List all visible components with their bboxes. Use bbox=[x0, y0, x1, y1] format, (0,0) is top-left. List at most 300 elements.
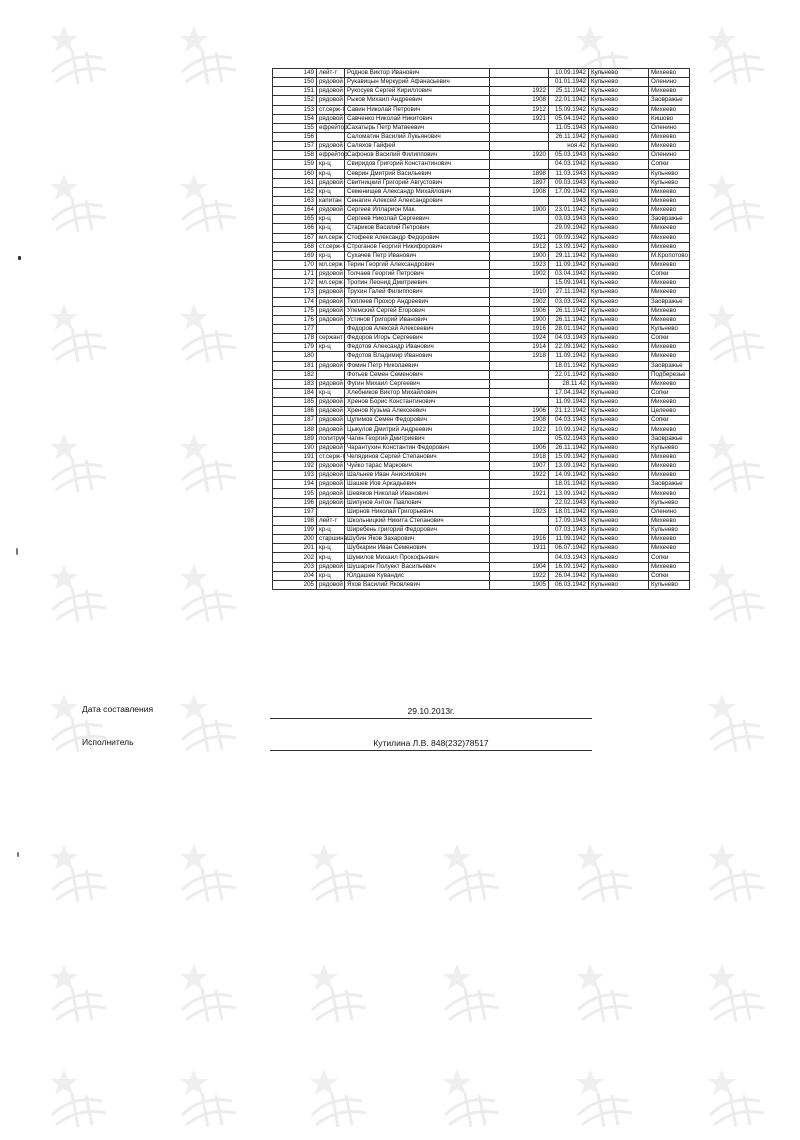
birth-year-cell: 1900 bbox=[490, 315, 549, 324]
row-number-cell: 192 bbox=[273, 462, 317, 471]
rank-cell: рядовой bbox=[317, 489, 345, 498]
rank-cell: мл.серж bbox=[317, 260, 345, 269]
death-date-cell: 04.03.1943 bbox=[549, 553, 589, 562]
full-name-cell: Челядинов Сергей Степанович bbox=[345, 452, 490, 461]
full-name-cell: Стофеев Александр Федорович bbox=[345, 233, 490, 242]
burial-roster-table bbox=[272, 68, 690, 590]
birth-year-cell: 1900 bbox=[490, 251, 549, 260]
burial-place-cell: Михеево bbox=[649, 315, 690, 324]
birth-year-cell bbox=[490, 361, 549, 370]
death-place-cell: Кульнево bbox=[589, 224, 649, 233]
row-number-cell: 185 bbox=[273, 398, 317, 407]
row-number-cell: 197 bbox=[273, 507, 317, 516]
rank-cell: рядовой bbox=[317, 498, 345, 507]
table-row bbox=[273, 370, 690, 379]
burial-place-cell: Подберезье bbox=[649, 370, 690, 379]
watermark-emblem bbox=[302, 1065, 372, 1135]
burial-place-cell: Михеево bbox=[649, 398, 690, 407]
death-place-cell: Кульнево bbox=[589, 178, 649, 187]
full-name-cell: Шушарин Полуект Васильевич bbox=[345, 562, 490, 571]
burial-place-cell: Кульнево bbox=[649, 324, 690, 333]
death-date-cell: 06.03.1942 bbox=[549, 580, 589, 589]
birth-year-cell bbox=[490, 224, 549, 233]
full-name-cell: Свитницкий Григорий Августович bbox=[345, 178, 490, 187]
rank-cell: рядовой bbox=[317, 580, 345, 589]
death-date-cell: 26.11.1942 bbox=[549, 306, 589, 315]
death-place-cell: Кульнево bbox=[589, 443, 649, 452]
death-place-cell: Кульнево bbox=[589, 471, 649, 480]
burial-place-cell: Сопки bbox=[649, 334, 690, 343]
birth-year-cell: 1923 bbox=[490, 260, 549, 269]
table-row bbox=[273, 270, 690, 279]
rank-cell: ст.серж-т bbox=[317, 452, 345, 461]
burial-place-cell: Оленино bbox=[649, 507, 690, 516]
birth-year-cell: 1922 bbox=[490, 425, 549, 434]
row-number-cell: 195 bbox=[273, 489, 317, 498]
death-place-cell: Кульнево bbox=[589, 270, 649, 279]
birth-year-cell: 1906 bbox=[490, 306, 549, 315]
birth-year-cell bbox=[490, 160, 549, 169]
burial-place-cell: Заовражье bbox=[649, 96, 690, 105]
row-number-cell: 172 bbox=[273, 279, 317, 288]
date-value: 29.10.2013г. bbox=[270, 706, 592, 719]
executor-label: Исполнитель bbox=[82, 737, 134, 747]
burial-place-cell: Сопки bbox=[649, 270, 690, 279]
watermark-emblem bbox=[700, 840, 770, 910]
full-name-cell: Хлебников Виктор Михайлович bbox=[345, 388, 490, 397]
full-name-cell: Рукавицын Меркурий Афанасьевич bbox=[345, 78, 490, 87]
burial-place-cell: Кульнево bbox=[649, 526, 690, 535]
death-date-cell: 13.09.1942 bbox=[549, 242, 589, 251]
row-number-cell: 205 bbox=[273, 580, 317, 589]
full-name-cell: Строганов Георгий Никифорович bbox=[345, 242, 490, 251]
row-number-cell: 165 bbox=[273, 215, 317, 224]
row-number-cell: 163 bbox=[273, 196, 317, 205]
row-number-cell: 204 bbox=[273, 571, 317, 580]
row-number-cell: 186 bbox=[273, 407, 317, 416]
row-number-cell: 193 bbox=[273, 471, 317, 480]
burial-place-cell: Михеево bbox=[649, 288, 690, 297]
rank-cell: рядовой bbox=[317, 562, 345, 571]
burial-place-cell: Заовражье bbox=[649, 361, 690, 370]
row-number-cell: 166 bbox=[273, 224, 317, 233]
full-name-cell: Сахатырь Петр Матвеевич bbox=[345, 123, 490, 132]
rank-cell: кр-ц bbox=[317, 215, 345, 224]
watermark-emblem bbox=[42, 22, 112, 92]
full-name-cell: Сергеев Илларион Мак. bbox=[345, 206, 490, 215]
row-number-cell: 202 bbox=[273, 553, 317, 562]
table-row bbox=[273, 562, 690, 571]
burial-place-cell: Михеево bbox=[649, 343, 690, 352]
table-row bbox=[273, 324, 690, 333]
full-name-cell: Роднов Виктор Иванович bbox=[345, 69, 490, 78]
death-date-cell: 04.03.1943 bbox=[549, 334, 589, 343]
full-name-cell: Тропин Леонид Дмитриевич bbox=[345, 279, 490, 288]
rank-cell: рядовой bbox=[317, 96, 345, 105]
full-name-cell: Чарантухин Константин Федорович bbox=[345, 443, 490, 452]
table-row bbox=[273, 151, 690, 160]
watermark-emblem bbox=[435, 960, 505, 1030]
birth-year-cell bbox=[490, 78, 549, 87]
table-row bbox=[273, 361, 690, 370]
death-place-cell: Кульнево bbox=[589, 452, 649, 461]
birth-year-cell bbox=[490, 379, 549, 388]
rank-cell: кр-ц bbox=[317, 187, 345, 196]
birth-year-cell: 1902 bbox=[490, 270, 549, 279]
rank-cell: кр-ц bbox=[317, 571, 345, 580]
burial-place-cell: Сопки bbox=[649, 416, 690, 425]
watermark-emblem bbox=[302, 960, 372, 1030]
table-row bbox=[273, 187, 690, 196]
table-row bbox=[273, 288, 690, 297]
watermark-emblem bbox=[172, 690, 242, 760]
full-name-cell: Улемский Сергей Егорович bbox=[345, 306, 490, 315]
death-place-cell: Кульнево bbox=[589, 526, 649, 535]
full-name-cell: Федотов Владимир Иванович bbox=[345, 352, 490, 361]
burial-place-cell: Заовражье bbox=[649, 480, 690, 489]
burial-place-cell: Михеево bbox=[649, 105, 690, 114]
table-row bbox=[273, 242, 690, 251]
row-number-cell: 171 bbox=[273, 270, 317, 279]
table-row bbox=[273, 452, 690, 461]
rank-cell: мл.серж bbox=[317, 233, 345, 242]
death-date-cell: 03.03.1942 bbox=[549, 297, 589, 306]
burial-place-cell: Михеево bbox=[649, 516, 690, 525]
table-row bbox=[273, 462, 690, 471]
row-number-cell: 176 bbox=[273, 315, 317, 324]
death-date-cell: 18.01.1942 bbox=[549, 361, 589, 370]
death-place-cell: Кульнево bbox=[589, 462, 649, 471]
birth-year-cell: 1905 bbox=[490, 580, 549, 589]
burial-place-cell: Кульнево bbox=[649, 443, 690, 452]
death-date-cell: 03.03.1943 bbox=[549, 215, 589, 224]
birth-year-cell: 1907 bbox=[490, 462, 549, 471]
rank-cell: старшина bbox=[317, 535, 345, 544]
table-row bbox=[273, 315, 690, 324]
row-number-cell: 156 bbox=[273, 132, 317, 141]
rank-cell: рядовой bbox=[317, 78, 345, 87]
death-place-cell: Кульнево bbox=[589, 553, 649, 562]
birth-year-cell bbox=[490, 553, 549, 562]
burial-place-cell: Михеево bbox=[649, 462, 690, 471]
full-name-cell: Хренов Борис Константинович bbox=[345, 398, 490, 407]
death-place-cell: Кульнево bbox=[589, 379, 649, 388]
birth-year-cell bbox=[490, 370, 549, 379]
birth-year-cell: 1921 bbox=[490, 233, 549, 242]
table-row bbox=[273, 196, 690, 205]
death-place-cell: Кульнево bbox=[589, 132, 649, 141]
full-name-cell: Сенагин Алексей Александрович bbox=[345, 196, 490, 205]
row-number-cell: 167 bbox=[273, 233, 317, 242]
death-date-cell: 22.02.1943 bbox=[549, 498, 589, 507]
rank-cell: рядовой bbox=[317, 416, 345, 425]
row-number-cell: 174 bbox=[273, 297, 317, 306]
death-date-cell: 1943 bbox=[549, 196, 589, 205]
death-date-cell: 21.12.1942 bbox=[549, 407, 589, 416]
row-number-cell: 153 bbox=[273, 105, 317, 114]
rank-cell: кр-ц bbox=[317, 169, 345, 178]
burial-place-cell: Михеево bbox=[649, 562, 690, 571]
death-date-cell: 22.09.1942 bbox=[549, 343, 589, 352]
death-date-cell: 26.11.1942 bbox=[549, 315, 589, 324]
death-place-cell: Кульнево bbox=[589, 343, 649, 352]
rank-cell: лейт-т bbox=[317, 516, 345, 525]
rank-cell: рядовой bbox=[317, 270, 345, 279]
watermark-emblem bbox=[172, 170, 242, 240]
burial-place-cell: Целеево bbox=[649, 407, 690, 416]
rank-cell: кр-ц bbox=[317, 544, 345, 553]
birth-year-cell: 1921 bbox=[490, 489, 549, 498]
full-name-cell: Шумилов Михаил Прокофьевич bbox=[345, 553, 490, 562]
rank-cell: кр-ц bbox=[317, 251, 345, 260]
rank-cell: рядовой bbox=[317, 379, 345, 388]
row-number-cell: 162 bbox=[273, 187, 317, 196]
death-date-cell: 22.01.1942 bbox=[549, 370, 589, 379]
table-row bbox=[273, 233, 690, 242]
burial-place-cell: Михеево bbox=[649, 233, 690, 242]
rank-cell: ефрейтор bbox=[317, 123, 345, 132]
death-place-cell: Кульнево bbox=[589, 242, 649, 251]
birth-year-cell: 1922 bbox=[490, 471, 549, 480]
death-date-cell: 15.09.1942 bbox=[549, 105, 589, 114]
watermark-emblem bbox=[172, 560, 242, 630]
full-name-cell: Чуйко тарас Маркович bbox=[345, 462, 490, 471]
table-row bbox=[273, 132, 690, 141]
watermark-emblem bbox=[42, 430, 112, 500]
birth-year-cell: 1902 bbox=[490, 297, 549, 306]
full-name-cell: Чагин Георгий Дмитриевич bbox=[345, 434, 490, 443]
death-date-cell: 11.05.1943 bbox=[549, 123, 589, 132]
death-place-cell: Кульнево bbox=[589, 516, 649, 525]
birth-year-cell: 1923 bbox=[490, 507, 549, 516]
burial-place-cell: Заовражье bbox=[649, 297, 690, 306]
rank-cell bbox=[317, 352, 345, 361]
death-date-cell: 10.09.1942 bbox=[549, 425, 589, 434]
table-row bbox=[273, 352, 690, 361]
death-place-cell: Кульнево bbox=[589, 489, 649, 498]
row-number-cell: 194 bbox=[273, 480, 317, 489]
death-place-cell: Кульнево bbox=[589, 251, 649, 260]
table-row bbox=[273, 535, 690, 544]
rank-cell bbox=[317, 507, 345, 516]
rank-cell: рядовой bbox=[317, 471, 345, 480]
rank-cell: сержант bbox=[317, 334, 345, 343]
row-number-cell: 149 bbox=[273, 69, 317, 78]
birth-year-cell bbox=[490, 196, 549, 205]
birth-year-cell: 1908 bbox=[490, 96, 549, 105]
roster-body bbox=[273, 69, 690, 590]
birth-year-cell: 1918 bbox=[490, 452, 549, 461]
death-place-cell: Кульнево bbox=[589, 535, 649, 544]
death-date-cell: 23.01.1942 bbox=[549, 206, 589, 215]
burial-place-cell: Кульнево bbox=[649, 580, 690, 589]
burial-place-cell: Кульнево bbox=[649, 169, 690, 178]
table-row bbox=[273, 571, 690, 580]
table-row bbox=[273, 398, 690, 407]
death-place-cell: Кульнево bbox=[589, 361, 649, 370]
table-row bbox=[273, 379, 690, 388]
rank-cell: ст.серж-т bbox=[317, 242, 345, 251]
watermark-emblem bbox=[42, 560, 112, 630]
death-place-cell: Кульнево bbox=[589, 279, 649, 288]
birth-year-cell: 1921 bbox=[490, 114, 549, 123]
table-row bbox=[273, 498, 690, 507]
watermark-emblem bbox=[302, 840, 372, 910]
rank-cell: рядовой bbox=[317, 297, 345, 306]
death-date-cell: 15.09.1942 bbox=[549, 452, 589, 461]
birth-year-cell bbox=[490, 132, 549, 141]
full-name-cell: Федоров Алексей Алексеевич bbox=[345, 324, 490, 333]
burial-place-cell: Михеево bbox=[649, 87, 690, 96]
death-date-cell: 14.09.1942 bbox=[549, 471, 589, 480]
death-place-cell: Кульнево bbox=[589, 434, 649, 443]
full-name-cell: Толчаев Георгий Петрович bbox=[345, 270, 490, 279]
rank-cell: кр-ц bbox=[317, 224, 345, 233]
table-row bbox=[273, 69, 690, 78]
table-row bbox=[273, 480, 690, 489]
burial-place-cell: Оленино bbox=[649, 123, 690, 132]
full-name-cell: Шашев Иов Аркадьевич bbox=[345, 480, 490, 489]
death-date-cell: 15.09.1941 bbox=[549, 279, 589, 288]
death-date-cell: 16.09.1942 bbox=[549, 562, 589, 571]
rank-cell: рядовой bbox=[317, 87, 345, 96]
burial-place-cell: Михеево bbox=[649, 352, 690, 361]
death-place-cell: Кульнево bbox=[589, 69, 649, 78]
burial-place-cell: Михеево bbox=[649, 471, 690, 480]
birth-year-cell bbox=[490, 434, 549, 443]
death-date-cell: 11.03.1943 bbox=[549, 169, 589, 178]
death-place-cell: Кульнево bbox=[589, 206, 649, 215]
table-row bbox=[273, 105, 690, 114]
full-name-cell: Ширебень григорий Федорович bbox=[345, 526, 490, 535]
row-number-cell: 152 bbox=[273, 96, 317, 105]
watermark-emblem bbox=[172, 300, 242, 370]
death-date-cell: 10.09.1942 bbox=[549, 69, 589, 78]
burial-place-cell: Михеево bbox=[649, 544, 690, 553]
burial-place-cell: Кульнево bbox=[649, 498, 690, 507]
row-number-cell: 178 bbox=[273, 334, 317, 343]
birth-year-cell: 1906 bbox=[490, 443, 549, 452]
watermark-emblem bbox=[435, 1065, 505, 1135]
watermark-emblem bbox=[172, 840, 242, 910]
full-name-cell: Федоров Игорь Сергеевич bbox=[345, 334, 490, 343]
row-number-cell: 183 bbox=[273, 379, 317, 388]
burial-place-cell: Сопки bbox=[649, 571, 690, 580]
full-name-cell: Шевяков Николай Иванович bbox=[345, 489, 490, 498]
rank-cell: рядовой bbox=[317, 206, 345, 215]
death-date-cell: 11.09.1942 bbox=[549, 260, 589, 269]
death-date-cell: 29.09.1942 bbox=[549, 224, 589, 233]
table-row bbox=[273, 425, 690, 434]
watermark-emblem bbox=[172, 430, 242, 500]
death-date-cell: 27.11.1942 bbox=[549, 288, 589, 297]
birth-year-cell: 1908 bbox=[490, 416, 549, 425]
death-date-cell: 04.03.1942 bbox=[549, 160, 589, 169]
table-row bbox=[273, 471, 690, 480]
full-name-cell: Семенищев Александр Михайлович bbox=[345, 187, 490, 196]
death-place-cell: Кульнево bbox=[589, 160, 649, 169]
watermark-emblem bbox=[700, 560, 770, 630]
row-number-cell: 187 bbox=[273, 416, 317, 425]
death-date-cell: 11.09.1942 bbox=[549, 535, 589, 544]
table-row bbox=[273, 78, 690, 87]
row-number-cell: 159 bbox=[273, 160, 317, 169]
death-date-cell: 18.01.1942 bbox=[549, 507, 589, 516]
death-date-cell: 17.09.1942 bbox=[549, 187, 589, 196]
table-row bbox=[273, 279, 690, 288]
row-number-cell: 190 bbox=[273, 443, 317, 452]
table-row bbox=[273, 434, 690, 443]
rank-cell: рядовой bbox=[317, 398, 345, 407]
death-date-cell: 06.07.1942 bbox=[549, 544, 589, 553]
table-row bbox=[273, 160, 690, 169]
death-place-cell: Кульнево bbox=[589, 114, 649, 123]
birth-year-cell bbox=[490, 480, 549, 489]
burial-place-cell: Михеево bbox=[649, 196, 690, 205]
watermark-emblem bbox=[42, 1065, 112, 1135]
death-date-cell: 17.04.1942 bbox=[549, 388, 589, 397]
full-name-cell: Шипунов Антон Павлович bbox=[345, 498, 490, 507]
death-place-cell: Кульнево bbox=[589, 233, 649, 242]
death-place-cell: Кульнево bbox=[589, 96, 649, 105]
full-name-cell: Яхов Василий Яковлевич bbox=[345, 580, 490, 589]
death-place-cell: Кульнево bbox=[589, 334, 649, 343]
table-row bbox=[273, 96, 690, 105]
row-number-cell: 151 bbox=[273, 87, 317, 96]
full-name-cell: Свиридов Григорий Константинович bbox=[345, 160, 490, 169]
burial-place-cell: Михеево bbox=[649, 224, 690, 233]
rank-cell: кр-ц bbox=[317, 160, 345, 169]
death-date-cell: 13.09.1942 bbox=[549, 489, 589, 498]
watermark-emblem bbox=[700, 690, 770, 760]
row-number-cell: 201 bbox=[273, 544, 317, 553]
full-name-cell: Устинов Григорий Иванович bbox=[345, 315, 490, 324]
death-place-cell: Кульнево bbox=[589, 562, 649, 571]
full-name-cell: Федотов Александр Иванович bbox=[345, 343, 490, 352]
rank-cell: ст.серж-т bbox=[317, 105, 345, 114]
burial-place-cell: Михеево bbox=[649, 306, 690, 315]
death-date-cell: 05.04.1942 bbox=[549, 114, 589, 123]
table-row bbox=[273, 407, 690, 416]
death-place-cell: Кульнево bbox=[589, 123, 649, 132]
watermark-emblem bbox=[42, 960, 112, 1030]
death-date-cell: 28.11.42 bbox=[549, 379, 589, 388]
row-number-cell: 161 bbox=[273, 178, 317, 187]
watermark-emblem bbox=[700, 1065, 770, 1135]
table-row bbox=[273, 297, 690, 306]
death-date-cell: 26.11.1942 bbox=[549, 132, 589, 141]
rank-cell bbox=[317, 132, 345, 141]
row-number-cell: 170 bbox=[273, 260, 317, 269]
rank-cell: рядовой bbox=[317, 315, 345, 324]
birth-year-cell: 1924 bbox=[490, 334, 549, 343]
rank-cell: кр-ц bbox=[317, 553, 345, 562]
full-name-cell: Шубин Яков Захарович bbox=[345, 535, 490, 544]
row-number-cell: 200 bbox=[273, 535, 317, 544]
row-number-cell: 155 bbox=[273, 123, 317, 132]
rank-cell: рядовой bbox=[317, 142, 345, 151]
watermark-emblem bbox=[172, 22, 242, 92]
full-name-cell: Цулимов Семен Федорович bbox=[345, 416, 490, 425]
table-row bbox=[273, 544, 690, 553]
date-label: Дата составления bbox=[82, 704, 154, 714]
row-number-cell: 184 bbox=[273, 388, 317, 397]
rank-cell: рядовой bbox=[317, 288, 345, 297]
death-place-cell: Кульнево bbox=[589, 544, 649, 553]
full-name-cell: Сафонов Василий Филиппович bbox=[345, 151, 490, 160]
watermark-emblem bbox=[435, 840, 505, 910]
death-date-cell: 25.11.1942 bbox=[549, 87, 589, 96]
